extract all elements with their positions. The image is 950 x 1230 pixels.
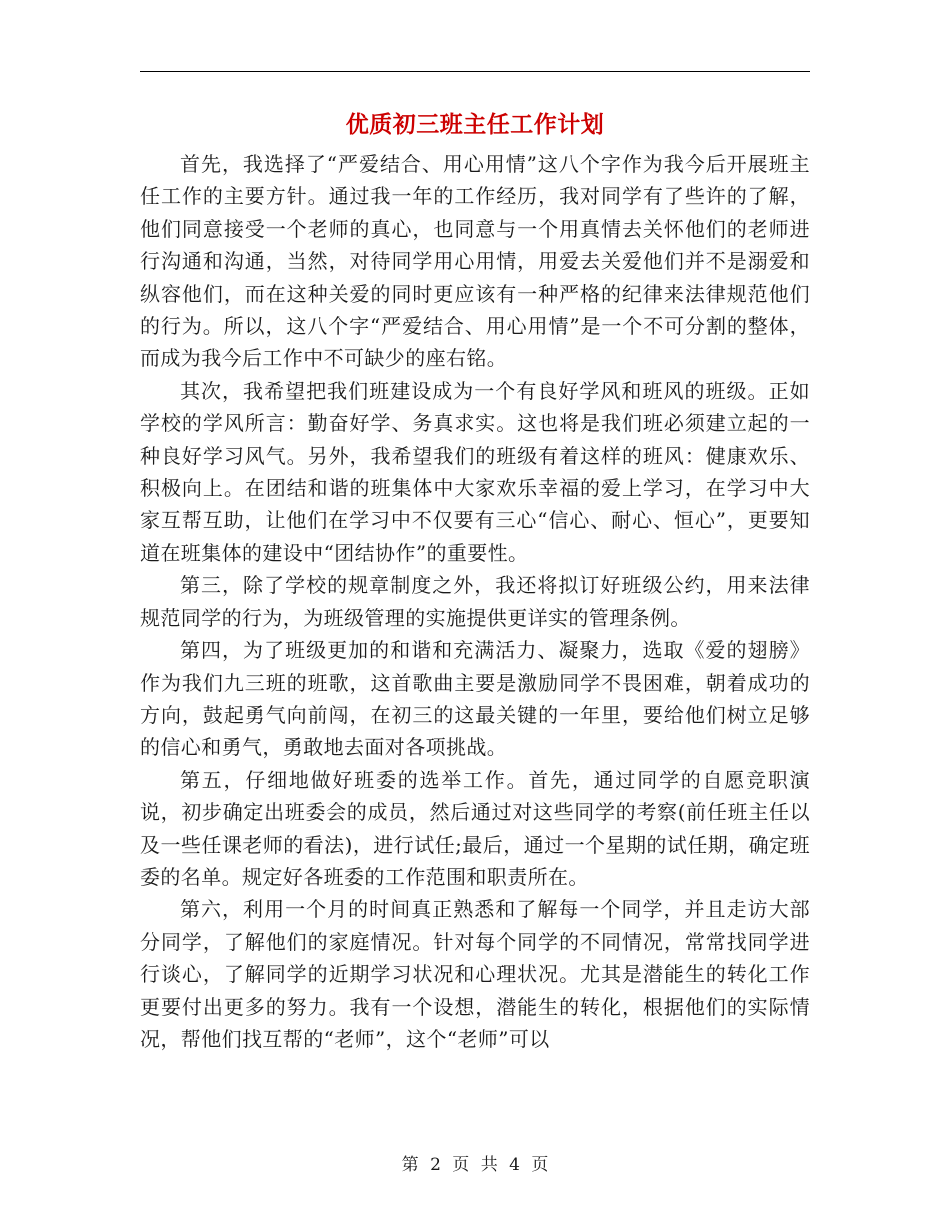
paragraph-1: 首先，我选择了“严爱结合、用心用情”这八个字作为我今后开展班主任工作的主要方针。通过我一年的工作经历，我对同学有了些许的了解，他们同意接受一个老师的真心，也同意与一个用真情去关怀他们的老师进行沟通和沟通，当然，对待同学用心用情，用爱去关爱他们并不是溺爱和纵容他们，而在这种关爱的同时更应该有一种严格的纪律来法律规范他们的行为。所以，这八个字“严爱结合、用心用情”是一个不可分割的整体，而成为我今后工作中不可缺少的座右铭。	[140, 152, 810, 371]
paragraph-4: 第四，为了班级更加的和谐和充满活力、凝聚力，选取《爱的翅膀》作为我们九三班的班歌，这首歌曲主要是激励同学不畏困难，朝着成功的方向，鼓起勇气向前闯，在初三的这最关键的一年里，要给他们树立足够的信心和勇气，勇敢地去面对各项挑战。	[140, 638, 810, 760]
document-title: 优质初三班主任工作计划	[345, 111, 605, 138]
paragraph-2: 其次，我希望把我们班建设成为一个有良好学风和班风的班级。正如学校的学风所言：勤奋好学、务真求实。这也将是我们班必须建立起的一种良好学习风气。另外，我希望我们的班级有着这样的班风：健康欢乐、积极向上。在团结和谐的班集体中大家欢乐幸福的爱上学习，在学习中大家互帮互助，让他们在学习中不仅要有三心“信心、耐心、恒心”，更要知道在班集体的建设中“团结协作”的重要性。	[140, 378, 810, 565]
header-rule	[140, 71, 810, 72]
document-body	[140, 148, 810, 1055]
paragraph-5: 第五，仔细地做好班委的选举工作。首先，通过同学的自愿竞职演说，初步确定出班委会的成员，然后通过对这些同学的考察(前任班主任以及一些任课老师的看法)，进行试任;最后，通过一个星期的试任期，确定班委的名单。规定好各班委的工作范围和职责所在。	[140, 767, 810, 889]
paragraph-6: 第六，利用一个月的时间真正熟悉和了解每一个同学，并且走访大部分同学，了解他们的家庭情况。针对每个同学的不同情况，常常找同学进行谈心，了解同学的近期学习状况和心理状况。尤其是潜能生的转化工作更要付出更多的努力。我有一个设想，潜能生的转化，根据他们的实际情况，帮他们找互帮的“老师”，这个“老师”可以	[140, 897, 810, 1051]
paragraph-3: 第三，除了学校的规章制度之外，我还将拟订好班级公约，用来法律规范同学的行为，为班级管理的实施提供更详实的管理条例。	[140, 573, 810, 630]
page-number-footer: 第 2 页 共 4 页	[401, 1155, 549, 1175]
